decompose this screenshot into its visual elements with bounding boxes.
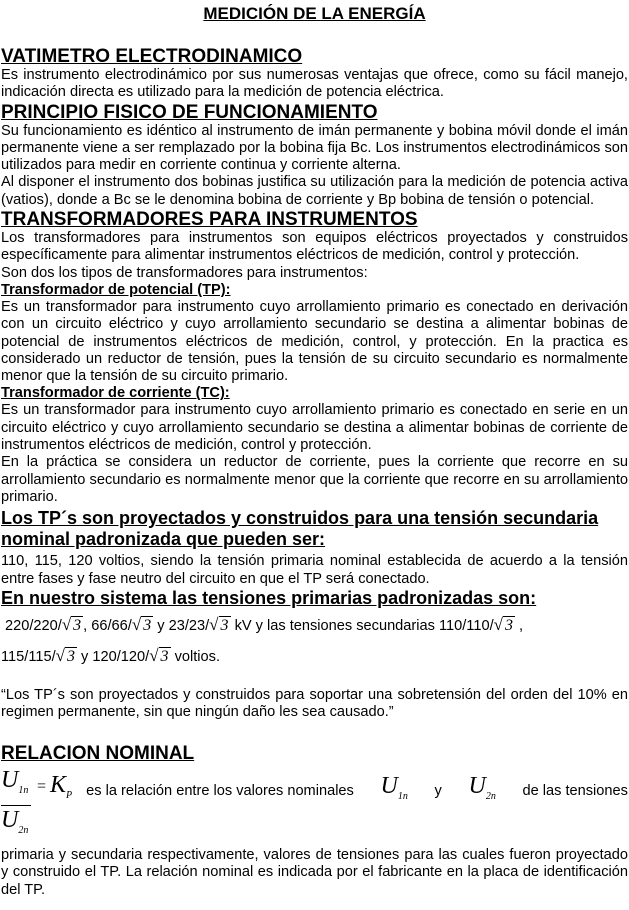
sqrt-symbol: √ 3 [61,614,82,634]
text-tc-1: Es un transformador para instrumento cuyo arrollamiento primario es conectado en serie en un circuito eléctrico y cuyo arrollamiento secundario se destina a alimentar bobinas de corriente de instrumentos eléctricos de medición, control y protección. [1,402,628,454]
voltages-line-1: 220/220/√ 3 , 66/66/√ 3 y 23/23/√ 3 kV y las tensiones secundarias 110/110/√ 3 , [5,613,628,638]
heading-tc: Transformador de corriente (TC): [1,385,230,402]
text-tp: Es un transformador para instrumento cuyo arrollamiento primario es conectado en derivación con un circuito eléctrico y cuyo arrollamiento secundario se destina a alimentar bobinas de potencial de instrumentos eléctricos de medición, control, y protección. En la practica es considerado un reductor de tensión, pues la tensión de su circuito secundario es normalmente menor que la tensión de su circuito primario. [1,298,628,385]
text-transformadores-2: Son dos los tipos de transformadores para instrumentos: [1,264,368,281]
heading-relacion: RELACION NOMINAL [1,743,195,765]
section-relacion [0,743,629,898]
heading-tp: Transformador de potencial (TP): [1,281,231,298]
section-principio [0,102,629,209]
heading-sistema: En nuestro sistema las tensiones primarias padronizadas son: [1,587,537,608]
text-tp-tension: 110, 115, 120 voltios, siendo la tensión primaria nominal establecida de acuerdo a la tensión entre fases y fase neutro del circuito en que el TP será conectado. [1,553,628,587]
sqrt-symbol: √ 3 [209,614,229,634]
heading-tp-tension: Los TP´s son proyectados y construidos para una tensión secundaria nominal padronizada que pueden ser: [1,508,599,550]
text-vatimetro: Es instrumento electrodinámico por sus numerosas ventajas que ofrece, como su fácil manejo, indicación directa es utilizado para la medición de potencia eléctrica. [1,67,628,101]
relacion-formula [1,768,628,843]
u1n-symbol: $U_{1n}$ [380,773,408,803]
u2n-symbol: $U_{2n}$ [468,773,496,803]
sqrt-symbol: √ 3 [55,645,75,665]
heading-transformadores: TRANSFORMADORES PARA INSTRUMENTOS [1,209,418,231]
text-tc-2: En la práctica se considera un reductor de corriente, pues la corriente que recorre en su arrollamiento secundario es normalmente menor que la corriente que recorre en su arrollamiento primario. [1,454,628,505]
section-vatimetro [0,46,629,102]
relacion-inline-text: es la relación entre los valores nominales $U_{1n}$ y $U_{2n}$ de las tensiones [86,778,628,805]
equals-sign: = [37,778,47,796]
text-principio-2: Al disponer el instrumento dos bobinas justifica su utilización para la medición de potencia activa (vatios), donde a Bc se le denomina bobina de corriente y Bp bobina de tensión o potencial. [1,174,628,208]
text-transformadores-1: Los transformadores para instrumentos son equipos eléctricos proyectados y construidos específicamente para alimentar instrumentos eléctricos de medición, control y protección. [1,230,628,264]
section-tp [0,282,629,385]
voltage-ratio-fraction: $\frac{U_{1n}}{U_{2n}}$ [1,768,31,843]
sqrt-symbol: √ 3 [149,645,169,665]
quote-sobretension: “Los TP´s son proyectados y construidos para soportar una sobretensión del orden del 10% en regimen permanente, sin que ningún daño les sea causado.” [1,686,628,721]
heading-principio: PRINCIPIO FISICO DE FUNCIONAMIENTO [1,101,378,123]
section-sistema [0,588,629,722]
kp-symbol: $K_P$ [50,772,73,802]
section-transformadores [0,209,629,282]
section-tp-tension [0,508,629,588]
text-relacion: primaria y secundaria respectivamente, valores de tensiones para las cuales fueron proyectado y construido el TP. La relación nominal es indicada por el fabricante en la placa de identificación del TP. [1,847,628,898]
voltages-line-2: 115/115/√ 3 y 120/120/√ 3 voltios. [1,644,628,669]
sqrt-symbol: √ 3 [131,614,152,634]
heading-vatimetro: VATIMETRO ELECTRODINAMICO [1,46,303,67]
section-tc [0,385,629,506]
page-title: MEDICIÓN DE LA ENERGÍA [203,4,426,23]
sqrt-symbol: √ 3 [493,614,513,634]
text-principio-1: Su funcionamiento es idéntico al instrumento de imán permanente y bobina móvil donde el imán permanente viene a ser remplazado por la bobina fija Bc. Los instrumentos electrodinámicos son utilizados para medir en corriente continua y corriente alterna. [1,122,628,174]
